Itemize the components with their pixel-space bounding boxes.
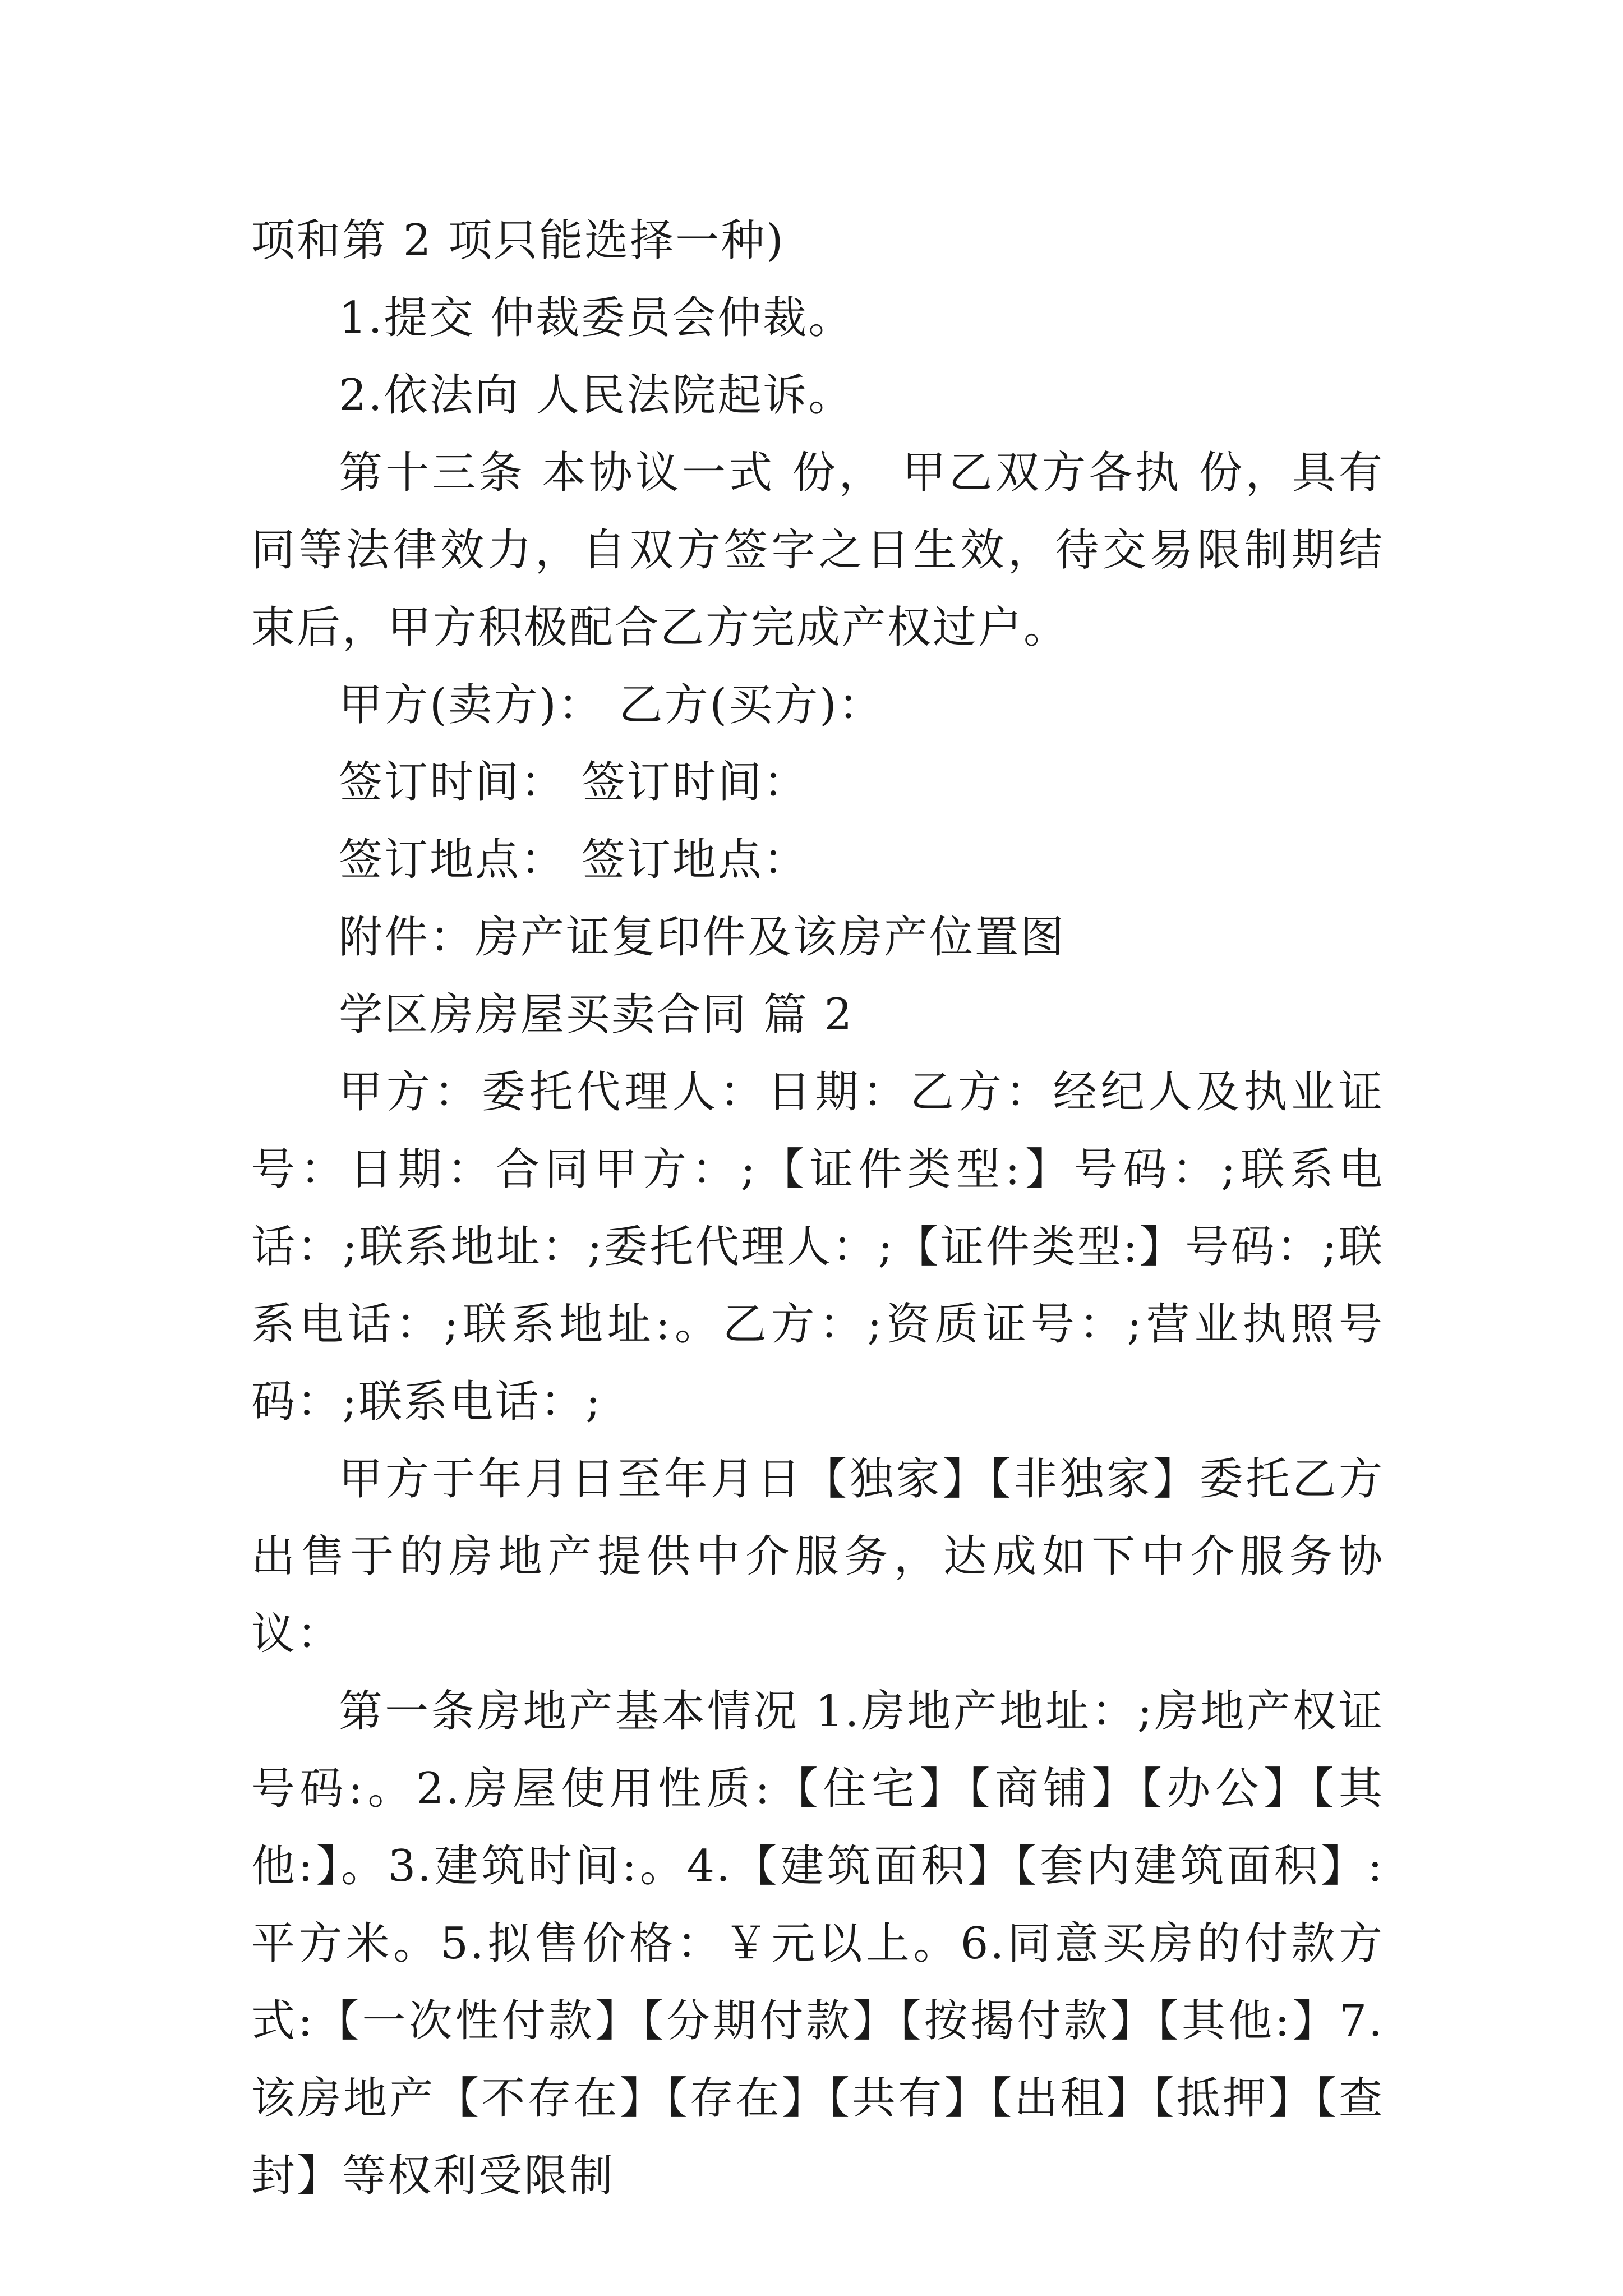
paragraph-sign-place: 签订地点： 签订地点： <box>339 835 809 885</box>
paragraph-party-info: 甲方：委托代理人：日期：乙方：经纪人及执业证号：日期：合同甲方：;【证件类型:】号码：;联系电话：;联系地址：;委托代理人：;【证件类型:】号码：;联系电话：;联系地址:。乙方：;资质证号：;营业执照号码：;联系电话：; <box>251 1067 1384 1427</box>
paragraph-1: 项和第 2 项只能选择一种) <box>251 215 785 266</box>
paragraph-attachment: 附件：房产证复印件及该房产位置图 <box>339 912 1066 963</box>
paragraph-entrust: 甲方于年月日至年月日【独家】【非独家】委托乙方出售于的房地产提供中介服务，达成如下中介服务协议： <box>251 1454 1384 1659</box>
section-heading: 学区房房屋买卖合同 篇 2 <box>339 990 854 1040</box>
document-body <box>251 202 1384 2215</box>
paragraph-3: 2.依法向 人民法院起诉。 <box>339 370 854 421</box>
paragraph-sign-time: 签订时间： 签订时间： <box>339 757 809 808</box>
paragraph-article-1: 第一条房地产基本情况 1.房地产地址：;房地产权证号码:。2.房屋使用性质:【住宅】【商铺】【办公】【其他:】。3.建筑时间:。4.【建筑面积】【套内建筑面积】: 平方米。5.拟售价格：￥元以上。6.同意买房的付款方式:【一次性付款】【分期付款】【按揭付款】【其他:】7.该房地产【不存在】【存在】【共有】【出租】【抵押】【查封】等权利受限制 <box>251 1686 1384 2201</box>
paragraph-parties: 甲方(卖方)： 乙方(买方)： <box>339 680 884 730</box>
paragraph-2: 1.提交 仲裁委员会仲裁。 <box>339 293 854 343</box>
paragraph-article-13: 第十三条 本协议一式 份， 甲乙双方各执 份，具有同等法律效力，自双方签字之日生效，待交易限制期结束后，甲方积极配合乙方完成产权过户。 <box>251 448 1384 653</box>
